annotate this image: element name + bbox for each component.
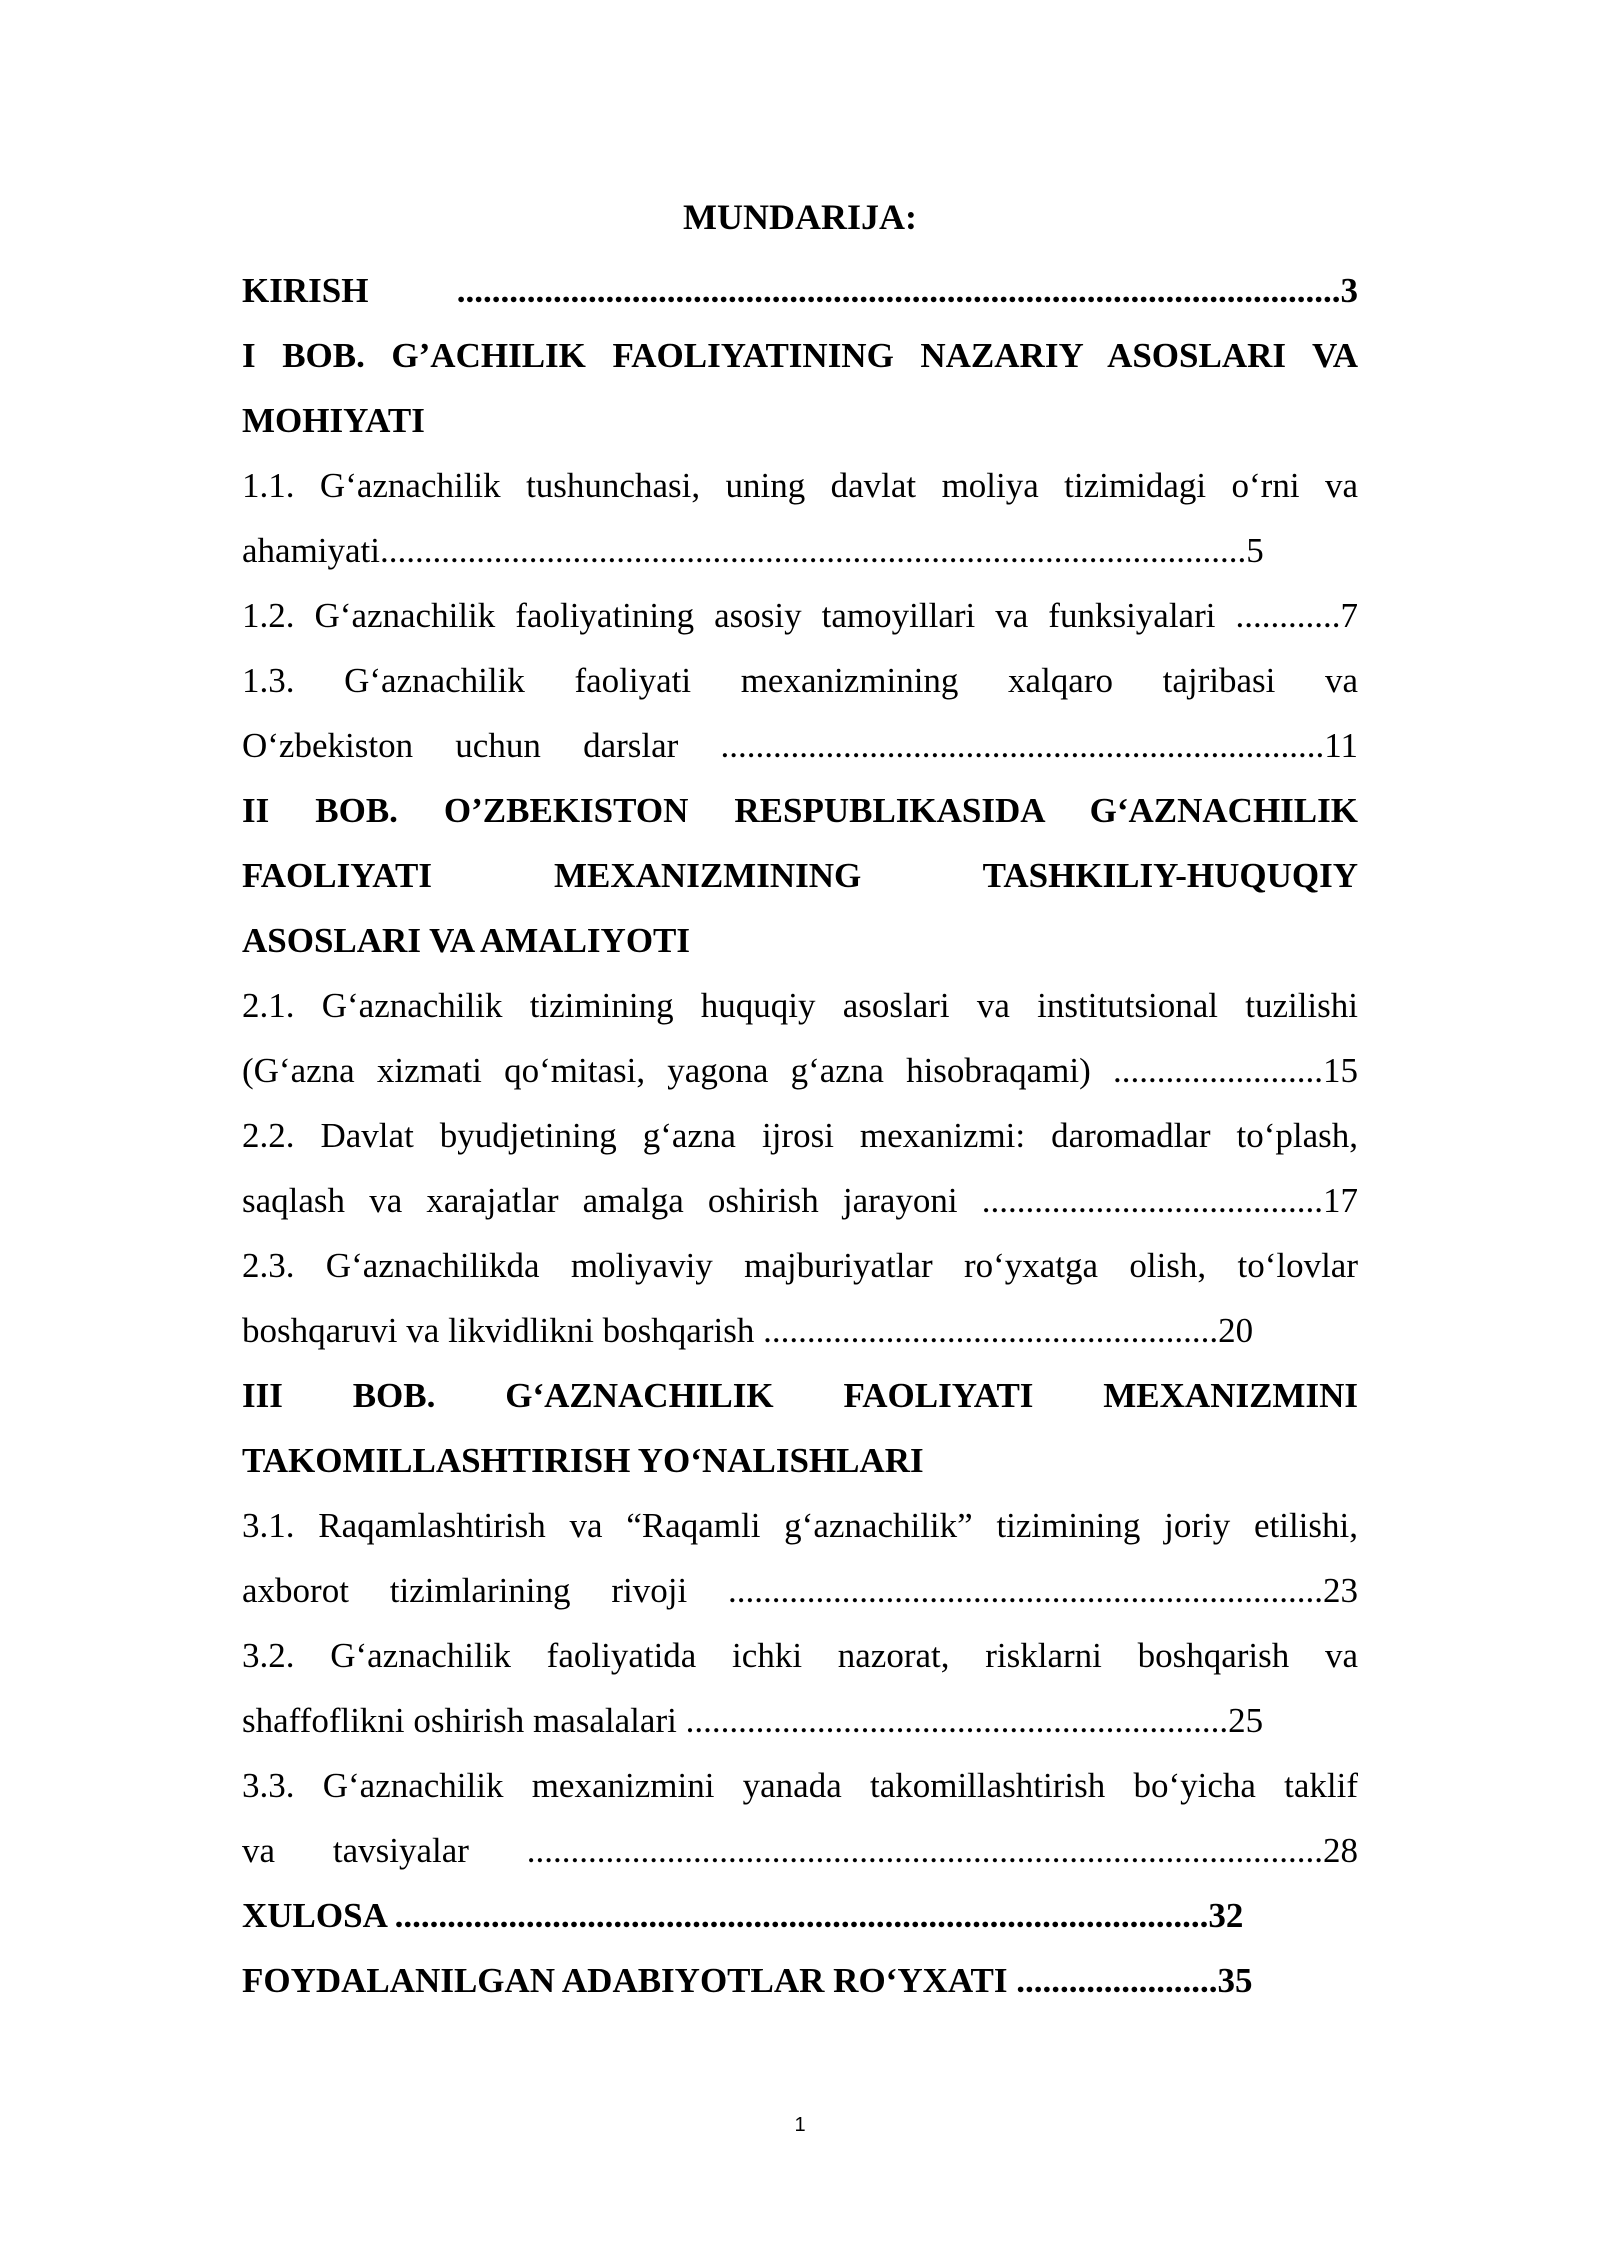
table-of-contents (242, 192, 1358, 2013)
toc-line: 2.3. G‘aznachilikda moliyaviy majburiyatlar ro‘yxatga olish, to‘lovlar (242, 1246, 1358, 1285)
toc-line: boshqaruvi va likvidlikni boshqarish ....................................................20 (242, 1311, 1254, 1350)
toc-line: 3.2. G‘aznachilik faoliyatida ichki nazorat, risklarni boshqarish va (242, 1636, 1358, 1675)
toc-line: O‘zbekiston uchun darslar .....................................................................11 (242, 726, 1358, 765)
toc-line: 3.3. G‘aznachilik mexanizmini yanada takomillashtirish bo‘yicha taklif (242, 1766, 1358, 1805)
toc-line: 2.1. G‘aznachilik tizimining huquqiy asoslari va institutsional tuzilishi (242, 986, 1358, 1025)
toc-line: I BOB. G’ACHILIK FAOLIYATINING NAZARIY ASOSLARI VA (242, 336, 1358, 375)
toc-line: FAOLIYATI MEXANIZMINING TASHKILIY-HUQUQIY (242, 856, 1358, 895)
toc-line: FOYDALANILGAN ADABIYOTLAR RO‘YXATI .......................35 (242, 1961, 1253, 2000)
toc-line: III BOB. G‘AZNACHILIK FAOLIYATI MEXANIZMINI (242, 1376, 1358, 1415)
toc-line: 3.1. Raqamlashtirish va “Raqamli g‘aznachilik” tizimining joriy etilishi, (242, 1506, 1358, 1545)
page-number: 1 (794, 2114, 806, 2136)
toc-line: 2.2. Davlat byudjetining g‘azna ijrosi mexanizmi: daromadlar to‘plash, (242, 1116, 1358, 1155)
toc-line: II BOB. O’ZBEKISTON RESPUBLIKASIDA G‘AZNACHILIK (242, 791, 1358, 830)
toc-line: 1.2. G‘aznachilik faoliyatining asosiy tamoyillari va funksiyalari ............7 (242, 596, 1358, 635)
toc-entries (242, 258, 1358, 2013)
toc-line: TAKOMILLASHTIRISH YO‘NALISHLARI (242, 1441, 924, 1480)
toc-line: MOHIYATI (242, 401, 425, 440)
toc-line: ASOSLARI VA AMALIYOTI (242, 921, 691, 960)
toc-title: MUNDARIJA: (683, 197, 917, 237)
toc-line: va tavsiyalar ...........................................................................................28 (242, 1831, 1358, 1870)
toc-line: shaffoflikni oshirish masalalari ..............................................................25 (242, 1701, 1264, 1740)
toc-line: axborot tizimlarining rivoji ....................................................................23 (242, 1571, 1358, 1610)
toc-line: KIRISH .....................................................................................................3 (242, 271, 1358, 310)
toc-line: (G‘azna xizmati qo‘mitasi, yagona g‘azna hisobraqami) ........................15 (242, 1051, 1358, 1090)
toc-line: ahamiyati...................................................................................................5 (242, 531, 1264, 570)
toc-line: 1.3. G‘aznachilik faoliyati mexanizmining xalqaro tajribasi va (242, 661, 1358, 700)
toc-line: saqlash va xarajatlar amalga oshirish jarayoni .......................................17 (242, 1181, 1358, 1220)
toc-line: XULOSA .............................................................................................32 (242, 1896, 1244, 1935)
toc-line: 1.1. G‘aznachilik tushunchasi, uning davlat moliya tizimidagi o‘rni va (242, 466, 1358, 505)
